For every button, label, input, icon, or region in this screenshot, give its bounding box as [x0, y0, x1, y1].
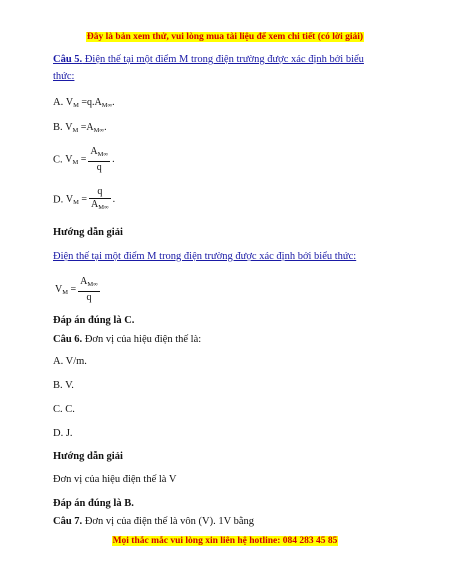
- q5-label: Câu 5.: [53, 54, 83, 65]
- q5-guide-text: Điện thế tại một điểm M trong điện trường được xác định bởi biểu thức:: [53, 251, 357, 262]
- q7-question: [53, 516, 254, 527]
- q6-guide-text: Đơn vị của hiệu điện thế là V: [53, 474, 177, 485]
- q6-option-a: A. V/m.: [53, 356, 87, 367]
- q5-option-c-formula: $V_M$ = $\frac{A_{M\infty}}{q}$ .: [65, 146, 115, 173]
- q5-text-line2: thức:: [53, 71, 75, 82]
- q6-text: Đơn vị của hiệu điện thế là:: [82, 334, 202, 345]
- q6-question: [53, 334, 201, 345]
- q5-line1: [53, 54, 364, 65]
- q5-option-c: C. $V_M$ = $\frac{A_{M\infty}}{q}$ .: [53, 146, 115, 173]
- q5-guide-fraction: $\frac{A_{M\infty}}{q}$: [80, 276, 98, 303]
- q5-option-d-formula: $V_M$ = $\frac{q}{A_{M\infty}}$ .: [66, 194, 115, 205]
- q5-option-a: A. $V_M =q.A_{M\infty}$.: [53, 97, 115, 109]
- q6-answer: Đáp án đúng là B.: [53, 498, 134, 509]
- q6-option-d: D. J.: [53, 428, 73, 439]
- bottom-banner-row: [0, 530, 450, 548]
- q5-option-b-formula: $V_M =A_{M\infty}$.: [65, 122, 107, 134]
- q5-guide-formula: $V_M$ = $\frac{A_{M\infty}}{q}$: [55, 276, 98, 303]
- q5-option-b: B. $V_M =A_{M\infty}$.: [53, 122, 107, 134]
- q6-guide-title: Hướng dẫn giải: [53, 451, 123, 462]
- top-banner: Đây là bản xem thử, vui lòng mua tài liệu để xem chi tiết (có lời giải): [86, 32, 364, 42]
- q6-label: Câu 6.: [53, 334, 83, 345]
- q6-option-c: C. C.: [53, 404, 75, 415]
- q5-text-line1: Điện thế tại một điểm M trong điện trường được xác định bởi biểu: [82, 54, 364, 65]
- q6-option-b: B. V.: [53, 380, 74, 391]
- q5-answer: Đáp án đúng là C.: [53, 315, 135, 326]
- q7-text: Đơn vị của điện thế là vôn (V). 1V bằng: [82, 516, 255, 527]
- q5-guide-title: Hướng dẫn giải: [53, 227, 123, 238]
- q5-option-c-fraction: $\frac{A_{M\infty}}{q}$: [90, 146, 109, 173]
- q7-label: Câu 7.: [53, 516, 83, 527]
- q5-option-d-fraction: $\frac{q}{A_{M\infty}}$: [91, 186, 109, 211]
- q5-option-a-formula: $V_M =q.A_{M\infty}$.: [65, 97, 115, 109]
- top-banner-row: [0, 26, 450, 44]
- q5-option-d: D. $V_M$ = $\frac{q}{A_{M\infty}}$ .: [53, 186, 115, 214]
- bottom-banner: Mọi thắc mắc vui lòng xin liên hệ hotline: 084 283 45 85: [112, 536, 338, 546]
